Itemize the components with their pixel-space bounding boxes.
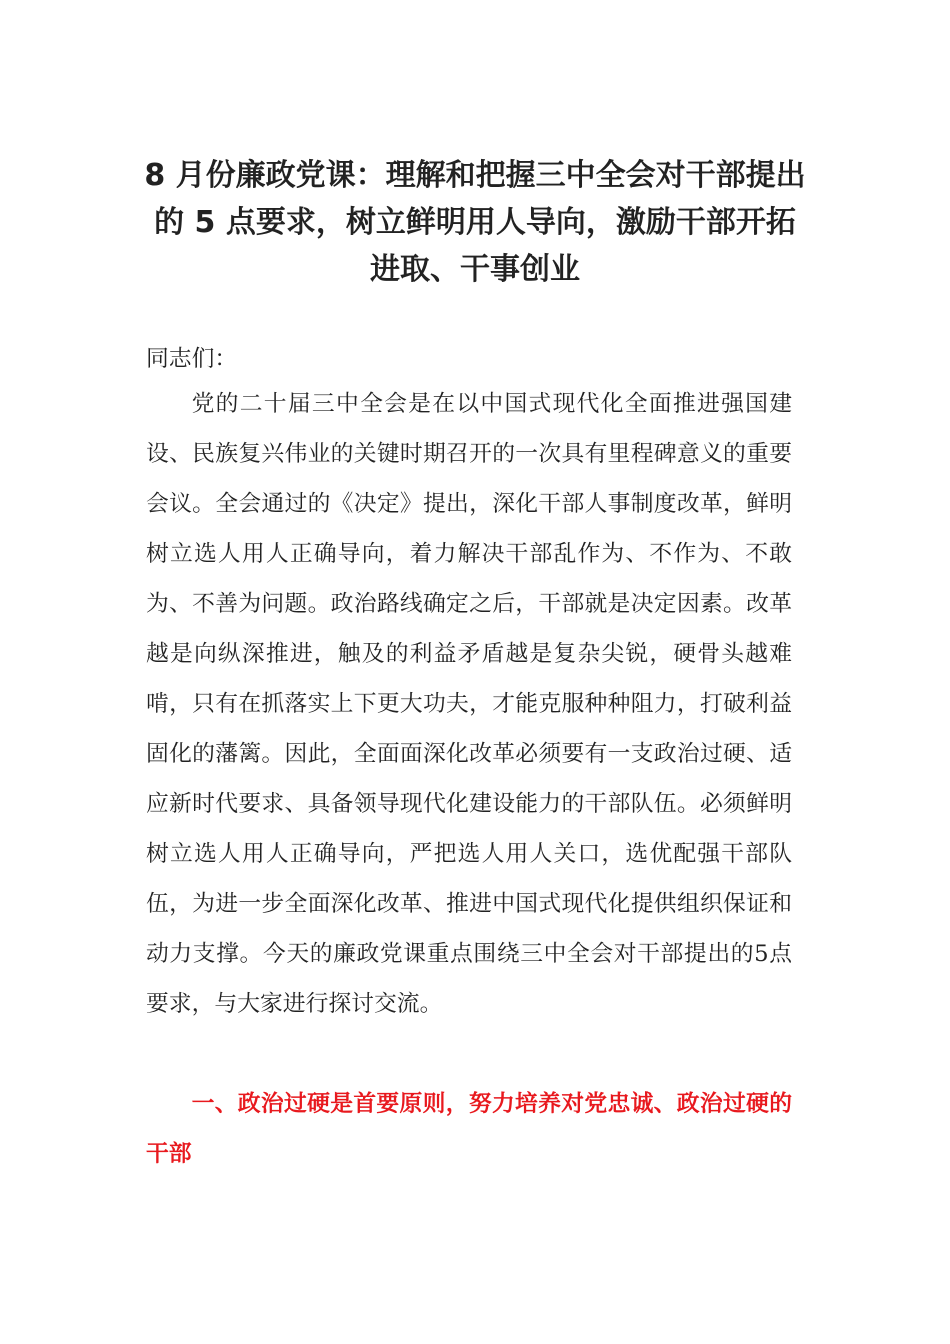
- salutation: 同志们：: [146, 346, 238, 372]
- intro-paragraph: 党的二十届三中全会是在以中国式现代化全面推进强国建设、民族复兴伟业的关键时期召开的一次具有里程碑意义的重要会议。全会通过的《决定》提出，深化干部人事制度改革，鲜明树立选人用人正确导向，着力解决干部乱作为、不作为、不敢为、不善为问题。政治路线确定之后，干部就是决定因素。改革越是向纵深推进，触及的利益矛盾越是复杂尖锐，硬骨头越难啃，只有在抓落实上下更大功夫，才能克服种种阻力，打破利益固化的藩篱。因此，全面面深化改革必须要有一支政治过硬、适应新时代要求、具备领导现代化建设能力的干部队伍。必须鲜明树立选人用人正确导向，严把选人用人关口，选优配强干部队伍，为进一步全面深化改革、推进中国式现代化提供组织保证和动力支撑。今天的廉政党课重点围绕三中全会对干部提出的5点要求，与大家进行探讨交流。: [146, 391, 792, 1017]
- document-title: 8 月份廉政党课：理解和把握三中全会对干部提出的 5 点要求，树立鲜明用人导向，激励干部开拓进取、干事创业: [144, 158, 806, 287]
- section-heading-1: 一、政治过硬是首要原则，努力培养对党忠诚、政治过硬的干部: [146, 1091, 792, 1167]
